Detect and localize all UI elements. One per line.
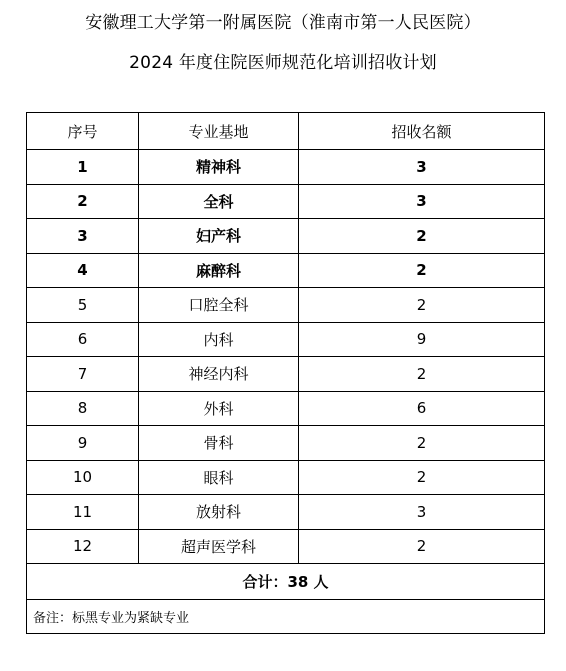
row-enrollment-quota: 2	[299, 460, 545, 495]
row-specialty-base: 放射科	[139, 495, 299, 530]
row-serial-number: 8	[27, 391, 139, 426]
header-specialty-base: 专业基地	[139, 113, 299, 150]
table-row	[27, 184, 545, 219]
row-specialty-base: 神经内科	[139, 357, 299, 392]
row-serial-number: 3	[27, 219, 139, 254]
row-serial-number: 4	[27, 253, 139, 288]
row-serial-number: 10	[27, 460, 139, 495]
table-row	[27, 322, 545, 357]
row-serial-number: 11	[27, 495, 139, 530]
row-specialty-base: 外科	[139, 391, 299, 426]
row-enrollment-quota: 6	[299, 391, 545, 426]
row-enrollment-quota: 2	[299, 529, 545, 564]
row-enrollment-quota: 2	[299, 357, 545, 392]
row-enrollment-quota: 2	[299, 219, 545, 254]
row-specialty-base: 麻醉科	[139, 253, 299, 288]
table-row	[27, 253, 545, 288]
header-serial-number: 序号	[27, 113, 139, 150]
row-serial-number: 5	[27, 288, 139, 323]
row-enrollment-quota: 9	[299, 322, 545, 357]
note-row	[27, 600, 545, 634]
table-row	[27, 460, 545, 495]
row-specialty-base: 超声医学科	[139, 529, 299, 564]
table-row	[27, 150, 545, 185]
table-row	[27, 357, 545, 392]
total-row	[27, 564, 545, 600]
row-specialty-base: 口腔全科	[139, 288, 299, 323]
row-specialty-base: 眼科	[139, 460, 299, 495]
row-serial-number: 7	[27, 357, 139, 392]
row-enrollment-quota: 2	[299, 253, 545, 288]
header-enrollment-quota: 招收名额	[299, 113, 545, 150]
row-serial-number: 12	[27, 529, 139, 564]
table-row	[27, 288, 545, 323]
table-row	[27, 391, 545, 426]
row-serial-number: 6	[27, 322, 139, 357]
row-specialty-base: 全科	[139, 184, 299, 219]
table-row	[27, 529, 545, 564]
table-row	[27, 219, 545, 254]
row-serial-number: 1	[27, 150, 139, 185]
row-serial-number: 9	[27, 426, 139, 461]
row-enrollment-quota: 3	[299, 150, 545, 185]
row-enrollment-quota: 3	[299, 495, 545, 530]
table-header-row	[27, 113, 545, 150]
total-count: 合计：38 人	[27, 564, 545, 600]
document-subtitle: 2024 年度住院医师规范化培训招收计划	[129, 53, 437, 73]
row-enrollment-quota: 3	[299, 184, 545, 219]
document-title: 安徽理工大学第一附属医院（淮南市第一人民医院）	[85, 13, 481, 33]
row-serial-number: 2	[27, 184, 139, 219]
row-specialty-base: 精神科	[139, 150, 299, 185]
row-enrollment-quota: 2	[299, 288, 545, 323]
table-row	[27, 426, 545, 461]
table-row	[27, 495, 545, 530]
note-text: 备注：标黑专业为紧缺专业	[27, 600, 545, 634]
row-specialty-base: 内科	[139, 322, 299, 357]
row-specialty-base: 妇产科	[139, 219, 299, 254]
enrollment-plan-table	[26, 112, 545, 634]
row-specialty-base: 骨科	[139, 426, 299, 461]
row-enrollment-quota: 2	[299, 426, 545, 461]
